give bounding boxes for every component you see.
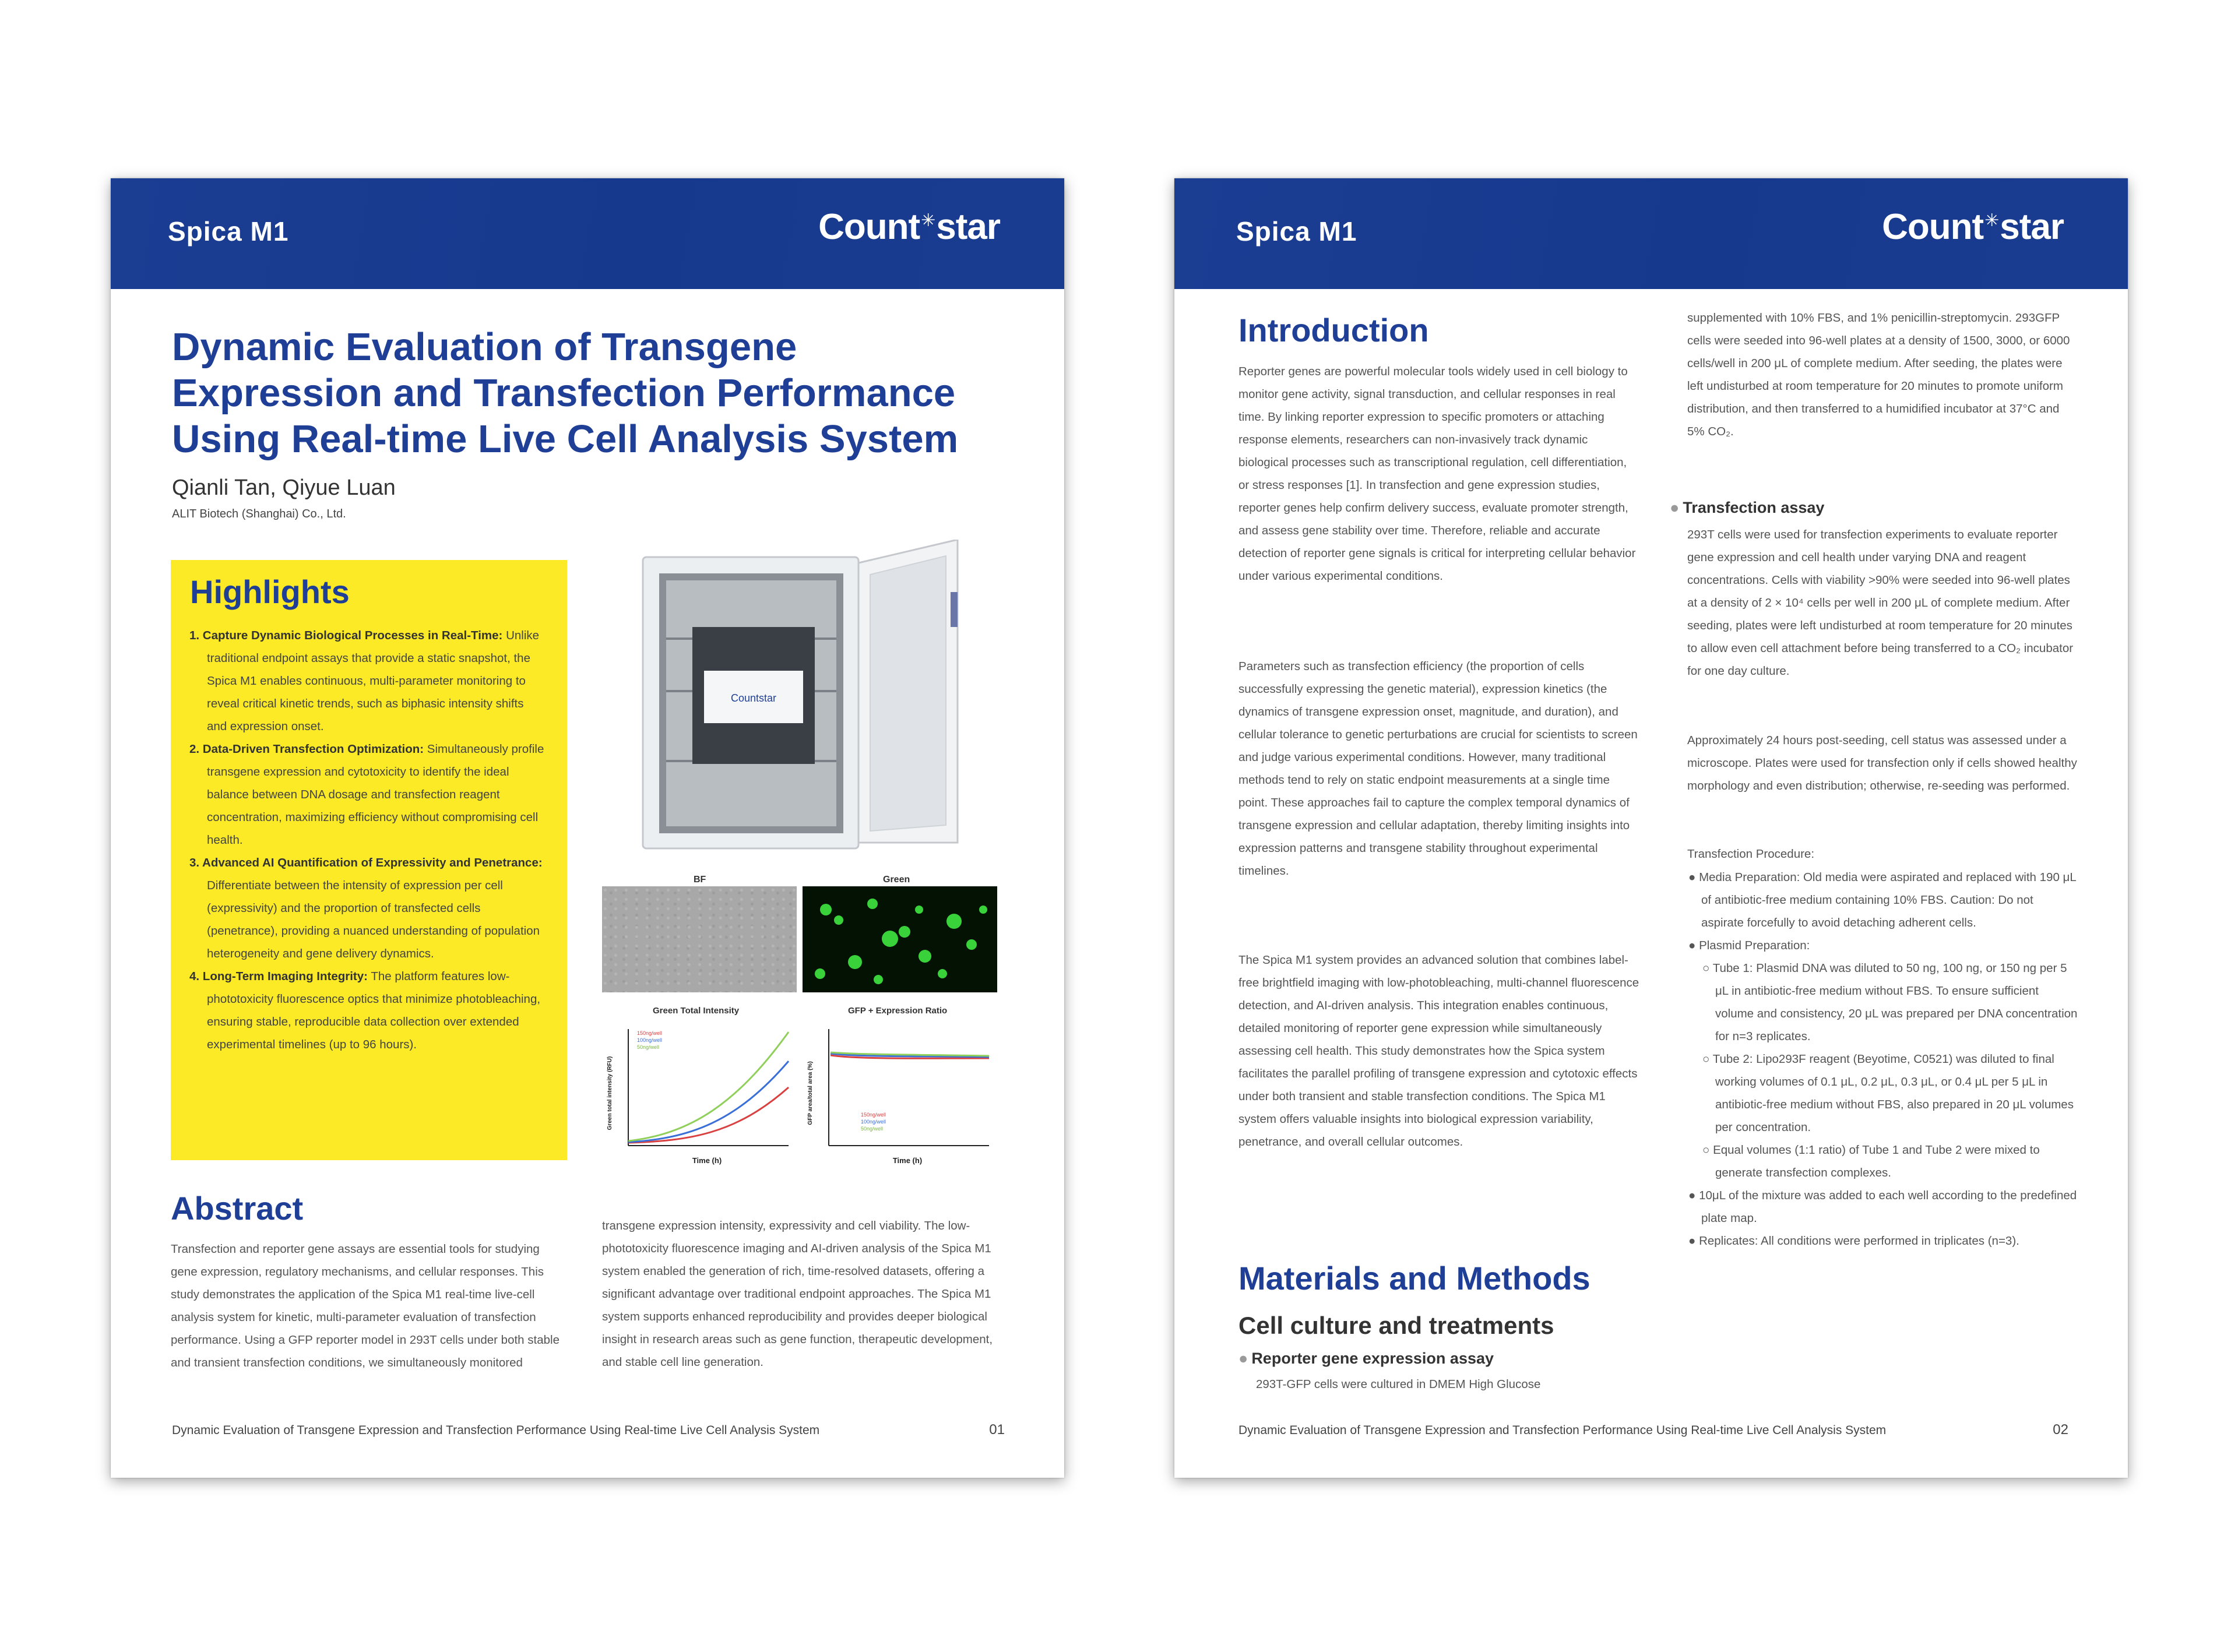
highlight-heading: 4. Long-Term Imaging Integrity: xyxy=(189,970,368,983)
procedure-subitem: ○ Equal volumes (1:1 ratio) of Tube 1 and Tube 2 were mixed to generate transfection complexes. xyxy=(1702,1143,2040,1179)
countstar-logo xyxy=(818,206,1000,248)
authors: Qianli Tan, Qiyue Luan xyxy=(172,475,396,500)
procedure-list xyxy=(1687,866,2078,1252)
logo-text-right: star xyxy=(936,207,1000,247)
chart1-ylabel: Green total intensity (RFU) xyxy=(607,1056,613,1130)
highlight-text: Differentiate between the intensity of expression per cell (expressivity) and the proportion of transfected cells (penetrance), providing a nuanced understanding of population heterogeneity and gene delivery dynamics. xyxy=(207,879,540,960)
product-name: Spica M1 xyxy=(168,216,289,246)
page-number: 01 xyxy=(989,1422,1005,1438)
chart1-xlabel: Time (h) xyxy=(692,1156,722,1165)
logo-text-left: Count xyxy=(1882,207,1984,247)
highlight-item xyxy=(188,624,547,738)
document-title xyxy=(172,324,1011,462)
countstar-logo xyxy=(1882,206,2064,248)
reporter-assay-text: 293T-GFP cells were cultured in DMEM High Glucose xyxy=(1256,1378,1541,1391)
transfection-paragraph-1: 293T cells were used for transfection experiments to evaluate reporter gene expression and cell health under varying DNA and reagent concentrations. Cells with viability >90% were seeded into 96-well plates at a density of 2 × 10⁴ cells per well in 200 μL of complete medium. After seeding, plates were left undisturbed at room temperature for 20 minutes to allow even cell attachment before being transferred to a CO₂ incubator for one day culture. xyxy=(1687,528,2074,678)
bullet-icon: ● xyxy=(1670,499,1680,516)
bullet-icon: ● xyxy=(1238,1350,1248,1367)
highlight-item xyxy=(188,851,547,965)
abstract-col-1: Transfection and reporter gene assays are essential tools for studying gene expression, regulatory mechanisms, and cellular responses. This study demonstrates the application of the Spica M1 real-time live-cell analysis system for kinetic, multi-parameter evaluation of transfection performance. Using a GFP reporter model in 293T cells under both stable and transient transfection conditions, we simultaneously monitored xyxy=(171,1242,560,1369)
introduction-title: Introduction xyxy=(1238,312,1429,348)
chart1-legend-3: 50ng/well xyxy=(637,1044,660,1050)
highlight-heading: 2. Data-Driven Transfection Optimization: xyxy=(189,742,424,756)
green-image-label: Green xyxy=(883,875,910,885)
reporter-heading-text: Reporter gene expression assay xyxy=(1251,1350,1494,1367)
chart2-legend-3: 50ng/well xyxy=(861,1126,884,1132)
highlights-title: Highlights xyxy=(190,573,350,610)
intro-paragraph-1: Reporter genes are powerful molecular tools widely used in cell biology to monitor gene activity, signal transduction, and cellular responses in real time. By linking reporter expression to specific promoters or attaching response elements, researchers can non-invasively track dynamic biological processes such as transcriptional regulation, cell differentiation, or stress responses [1]. In transfection and gene expression studies, reporter genes help confirm delivery success, evaluate promoter strength, and assess gene stability over time. Therefore, reliable and accurate detection of reporter gene signals is critical for interpreting cellular behavior under various experimental conditions. xyxy=(1238,365,1636,583)
procedure-title: Transfection Procedure: xyxy=(1687,847,1815,861)
bf-image-label: BF xyxy=(694,875,706,885)
highlights-box xyxy=(171,560,567,1160)
abstract-title: Abstract xyxy=(171,1190,304,1227)
document-page-1 xyxy=(111,178,1064,1478)
procedure-item: ● Media Preparation: Old media were aspirated and replaced with 190 μL of antibiotic-free medium containing 10% FBS. Caution: Do not aspirate forcefully to avoid detaching adherent cells. xyxy=(1688,871,2076,929)
culture-continued-text: supplemented with 10% FBS, and 1% penicillin-streptomycin. 293GFP cells were seeded into 96-well plates at a density of 1500, 3000, or 6000 cells/well in 200 μL of complete medium. After seeding, the plates were left undisturbed at room temperature for 20 minutes to promote uniform distribution, and then transferred to a humidified incubator at 37°C and 5% CO₂. xyxy=(1687,311,2070,438)
incubator-device-image xyxy=(631,540,993,854)
procedure-subitem: ○ Tube 1: Plasmid DNA was diluted to 50 ng, 100 ng, or 150 ng per 5 μL in antibiotic-free medium without FBS. To ensure sufficient volume and consistency, 20 μL was prepared per DNA concentration for n=3 replicates. xyxy=(1702,961,2078,1043)
intro-paragraph-3: The Spica M1 system provides an advanced solution that combines label-free brightfield imaging with low-photobleaching, multi-channel fluorescence detection, and AI-driven analysis. This integration enables continuous, detailed monitoring of reporter gene expression while simultaneously assessing cell health. This study demonstrates how the Spica system facilitates the parallel profiling of transgene expression and cytotoxic effects under both transient and stable transfection conditions. The Spica M1 system offers valuable insights into biological expression variability, penetrance, and overall cellular outcomes. xyxy=(1238,953,1639,1149)
chart1-legend-1: 150ng/well xyxy=(637,1030,663,1036)
logo-star-icon: ✳ xyxy=(1984,211,1999,231)
title-line: Expression and Transfection Performance xyxy=(172,371,956,415)
door-handle xyxy=(951,592,958,627)
chart1-series-2 xyxy=(628,1061,789,1142)
highlight-heading: 3. Advanced AI Quantification of Expressivity and Penetrance: xyxy=(189,856,543,869)
highlight-text: Unlike traditional endpoint assays that provide a static snapshot, the Spica M1 enables continuous, multi-parameter monitoring to reveal critical kinetic trends, such as biphasic intensity shifts and expression onset. xyxy=(207,629,540,733)
green-fluorescence-micrograph xyxy=(803,886,997,992)
highlight-heading: 1. Capture Dynamic Biological Processes in Real-Time: xyxy=(189,629,503,642)
transfection-assay-heading xyxy=(1670,499,1824,517)
chart1-legend-2: 100ng/well xyxy=(637,1037,663,1043)
methods-title: Materials and Methods xyxy=(1238,1260,1590,1297)
title-line: Using Real-time Live Cell Analysis System xyxy=(172,417,959,461)
transfection-heading-text: Transfection assay xyxy=(1683,499,1825,516)
gfp-ratio-chart xyxy=(803,1017,998,1175)
methods-subtitle: Cell culture and treatments xyxy=(1238,1312,1554,1339)
procedure-item: ● Replicates: All conditions were performed in triplicates (n=3). xyxy=(1688,1234,2019,1248)
brightfield-micrograph xyxy=(602,886,797,992)
chart2-ylabel: GFP area/total area (%) xyxy=(807,1061,814,1125)
transfection-paragraph-2: Approximately 24 hours post-seeding, cell status was assessed under a microscope. Plates were used for transfection only if cells showed healthy morphology and even distribution; otherwise, re-seeding was performed. xyxy=(1687,734,2077,792)
procedure-item: ● 10μL of the mixture was added to each well according to the predefined plate map. xyxy=(1688,1189,2077,1225)
logo-star-icon: ✳ xyxy=(921,211,935,231)
green-intensity-chart xyxy=(602,1017,797,1175)
intro-paragraph-2: Parameters such as transfection efficiency (the proportion of cells successfully expressing the genetic material), expression kinetics (the dynamics of transgene expression onset, magnitude, and duration), and cellular tolerance to genetic perturbations are crucial for scientists to screen and judge various experimental conditions. However, many traditional methods tend to rely on static endpoint measurements at a single time point. These approaches fail to capture the complex temporal dynamics of transgene expression and cellular adaptation, thereby limiting insights into expression patterns and transgene stability throughout experimental timelines. xyxy=(1238,660,1638,878)
chart1-title: Green Total Intensity xyxy=(653,1006,740,1016)
footer-title: Dynamic Evaluation of Transgene Expression and Transfection Performance Using Real-time Live Cell Analysis System xyxy=(172,1424,820,1437)
procedure-subitem: ○ Tube 2: Lipo293F reagent (Beyotime, C0521) was diluted to final working volumes of 0.1 μL, 0.2 μL, 0.3 μL, or 0.4 μL per 5 μL in antibiotic-free medium without FBS, also prepared in 20 μL volumes per concentration. xyxy=(1702,1052,2074,1134)
highlight-item xyxy=(188,965,547,1056)
header-banner xyxy=(1174,178,2128,289)
title-line: Dynamic Evaluation of Transgene xyxy=(172,325,797,369)
chart2-legend-2: 100ng/well xyxy=(861,1119,886,1125)
abstract-col-2: transgene expression intensity, expressivity and cell viability. The low-phototoxicity fluorescence imaging and AI-driven analysis of the Spica M1 system enabled the generation of rich, time-resolved datasets, offering a significant advantage over traditional endpoint approaches. The Spica M1 system supports enhanced reproducibility and provides deeper biological insight in research areas such as gene function, therapeutic development, and stable cell line generation. xyxy=(602,1219,993,1369)
page-number: 02 xyxy=(2053,1422,2068,1438)
highlights-list xyxy=(188,624,547,1056)
footer-title: Dynamic Evaluation of Transgene Expression and Transfection Performance Using Real-time Live Cell Analysis System xyxy=(1238,1424,1887,1437)
procedure-item: ● Plasmid Preparation: xyxy=(1688,939,1810,952)
affiliation: ALIT Biotech (Shanghai) Co., Ltd. xyxy=(172,508,346,520)
chart2-xlabel: Time (h) xyxy=(892,1156,923,1165)
document-page-2 xyxy=(1174,178,2128,1478)
highlight-text: The platform features low-phototoxicity fluorescence optics that minimize photobleaching, ensuring stable, reproducible data collection over extended experimental timelines (up to 96 hours). xyxy=(207,970,541,1051)
device-label: Countstar xyxy=(730,692,777,704)
product-name: Spica M1 xyxy=(1236,216,1357,246)
reporter-assay-heading xyxy=(1238,1350,1494,1368)
chart2-legend-1: 150ng/well xyxy=(861,1112,886,1118)
highlight-item xyxy=(188,738,547,851)
header-banner xyxy=(111,178,1064,289)
logo-text-left: Count xyxy=(818,207,920,247)
chart1-series-1 xyxy=(628,1087,789,1143)
chart2-title: GFP + Expression Ratio xyxy=(848,1006,948,1016)
highlight-text: Simultaneously profile transgene expression and cytotoxicity to identify the ideal balance between DNA dosage and transfection reagent concentration, maximizing efficiency without compromising cell health. xyxy=(207,742,544,847)
logo-text-right: star xyxy=(2000,207,2064,247)
